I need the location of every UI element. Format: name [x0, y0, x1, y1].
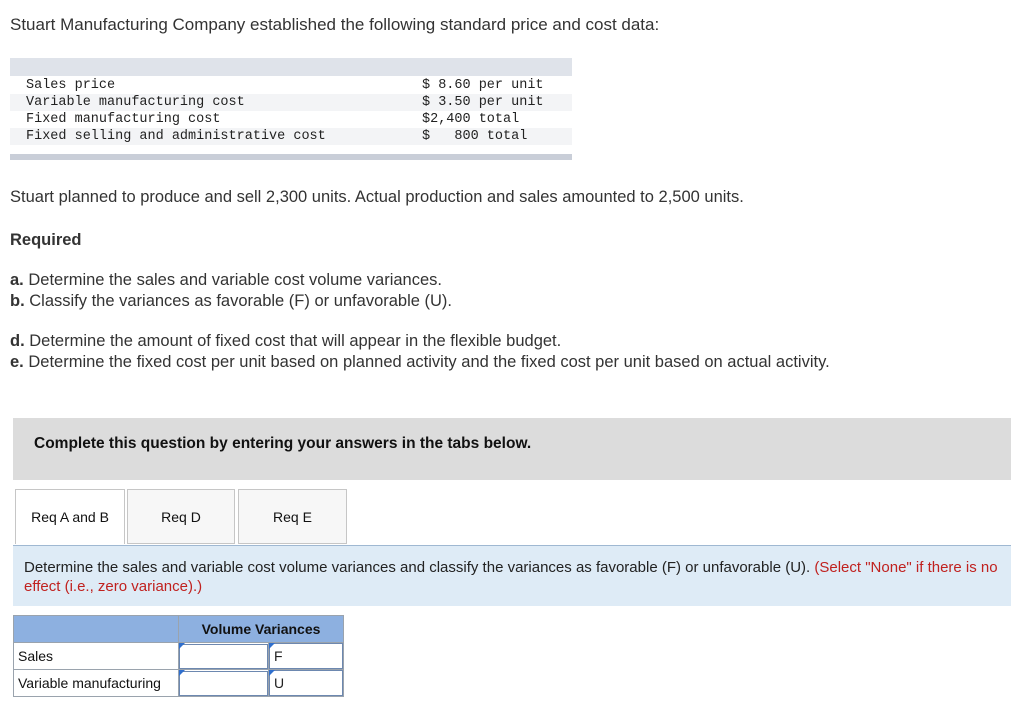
instruction-banner	[13, 418, 1011, 480]
req-letter: d.	[10, 332, 25, 350]
cost-label: Fixed manufacturing cost	[26, 112, 221, 127]
table-bottom-bar	[10, 154, 572, 160]
cost-row	[10, 94, 572, 111]
tab-instructions	[13, 545, 1011, 606]
req-letter: a.	[10, 271, 24, 289]
requirement-d	[10, 332, 561, 351]
banner-text: Complete this question by entering your answers in the tabs below.	[34, 435, 532, 452]
cost-label: Fixed selling and administrative cost	[26, 129, 326, 144]
requirement-e	[10, 353, 830, 372]
cost-row	[10, 111, 572, 128]
req-letter: b.	[10, 292, 25, 310]
cost-value: $2,400 total	[422, 112, 520, 127]
cost-row	[10, 77, 572, 94]
tab-req-e[interactable]: Req E	[238, 489, 347, 544]
variable-classification-cell	[269, 670, 344, 697]
input-marker-icon	[179, 670, 185, 676]
cost-data-table	[10, 58, 572, 161]
variable-variance-input[interactable]	[179, 671, 268, 696]
volume-variances-header: Volume Variances	[179, 616, 344, 643]
tab-req-d[interactable]: Req D	[127, 489, 235, 544]
sales-variance-input[interactable]	[179, 644, 268, 669]
table-row	[14, 670, 344, 697]
dropdown-marker-icon	[269, 643, 275, 649]
table-row	[14, 643, 344, 670]
sales-amount-cell	[179, 643, 269, 670]
cost-value: $ 3.50 per unit	[422, 95, 544, 110]
row-label-variable-manufacturing: Variable manufacturing	[14, 670, 179, 697]
table-top-bar	[10, 58, 572, 76]
instruction-text: Determine the sales and variable cost volume variances and classify the variances as favorable (F) or unfavorable (U).	[24, 559, 811, 576]
input-marker-icon	[179, 643, 185, 649]
sales-classification-cell	[269, 643, 344, 670]
variable-amount-cell	[179, 670, 269, 697]
instruction-text-wrap	[24, 558, 1004, 596]
instruction-note: (Select "None" if there is no effect (i.e., zero variance).)	[24, 559, 998, 595]
cost-row	[10, 128, 572, 145]
cost-label: Variable manufacturing cost	[26, 95, 245, 110]
plan-text: Stuart planned to produce and sell 2,300 units. Actual production and sales amounted to 2,500 units.	[10, 188, 744, 206]
required-title: Required	[10, 231, 82, 249]
row-label-sales: Sales	[14, 643, 179, 670]
req-text: Determine the fixed cost per unit based on planned activity and the fixed cost per unit based on actual activity.	[23, 353, 830, 371]
requirement-a	[10, 271, 442, 290]
answer-table	[13, 615, 344, 697]
cost-value: $ 8.60 per unit	[422, 78, 544, 93]
variable-classification-select[interactable]: U	[269, 670, 343, 696]
cost-value: $ 800 total	[422, 129, 528, 144]
requirement-b	[10, 292, 452, 311]
intro-text: Stuart Manufacturing Company established the following standard price and cost data:	[10, 15, 660, 34]
req-letter: e.	[10, 353, 24, 371]
req-text: Classify the variances as favorable (F) or unfavorable (U).	[24, 292, 453, 310]
tab-req-a-and-b[interactable]: Req A and B	[15, 489, 125, 544]
sales-classification-select[interactable]: F	[269, 643, 343, 669]
answer-header-row	[14, 616, 344, 643]
cost-label: Sales price	[26, 78, 116, 93]
req-text: Determine the sales and variable cost volume variances.	[23, 271, 442, 289]
req-text: Determine the amount of fixed cost that will appear in the flexible budget.	[24, 332, 562, 350]
dropdown-marker-icon	[269, 670, 275, 676]
header-blank-cell	[14, 616, 179, 643]
